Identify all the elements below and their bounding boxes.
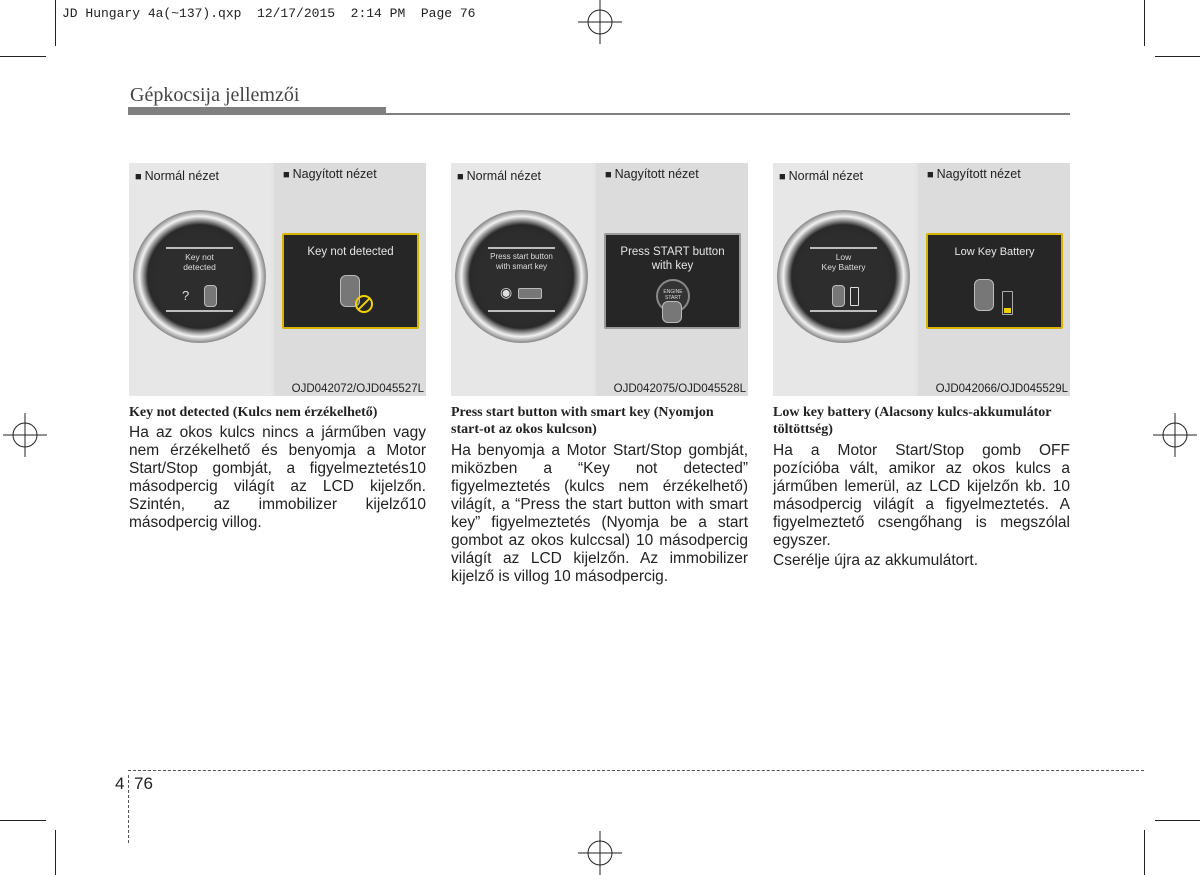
- normal-view: ■ Normál nézet Press start button with smart key ◉: [451, 163, 593, 396]
- enlarged-view-label: Nagyított nézet: [936, 167, 1021, 181]
- paragraph: Ha a Motor Start/Stop gomb OFF pozícióba vált, amikor az okos kulcs a járműben lemerül, az LCD kijelzőn kb. 10 másodpercig világít a figyelmeztetés. A figyelmeztető csengőhang is megszólal egyszer.: [773, 442, 1070, 549]
- lcd-display: [604, 233, 741, 329]
- normal-view: ■ Normál nézet Low Key Battery: [773, 163, 915, 396]
- registration-mark-left: [0, 405, 50, 465]
- figure-press-start-button: [451, 163, 748, 396]
- engine-start-label: ENGINE START: [663, 289, 683, 301]
- figure-code: OJD042075/OJD045528L: [613, 383, 746, 395]
- battery-level: [1004, 308, 1011, 313]
- registration-mark-top: [570, 0, 630, 50]
- normal-view-label: Normál nézet: [144, 169, 219, 183]
- paragraph: Ha az okos kulcs nincs a járműben vagy nem érzékelhető és benyomja a Motor Start/Stop gombját, a figyelmeztetés10 másodpercig világít az LCD kijelzőn. Szintén, az immobilizer kijelző10 másodpercig villog.: [129, 424, 426, 531]
- question-icon: ?: [182, 288, 190, 303]
- lcd-text: Press START button with key: [620, 246, 725, 272]
- enlarged-view: ■ Nagyított nézet Key not detected OJD042072/OJD045527L: [274, 163, 426, 396]
- enlarged-view-label: Nagyított nézet: [292, 167, 377, 181]
- page-number: 76: [134, 774, 153, 793]
- enlarged-view-label: Nagyított nézet: [614, 167, 699, 181]
- battery-icon: [1002, 291, 1013, 315]
- gauge-text: Press start button with smart key: [490, 252, 553, 271]
- lcd-text: Key not detected: [307, 246, 394, 258]
- figure-code: OJD042066/OJD045529L: [935, 383, 1068, 395]
- normal-view: ■ Normál nézet Key not detected ?: [129, 163, 271, 396]
- title-rule-thick: [128, 107, 386, 115]
- key-fob-icon: [204, 285, 217, 307]
- title-rule-thin: [386, 113, 1070, 115]
- normal-view-label: Normál nézet: [466, 169, 541, 183]
- lcd-text: Low Key Battery: [954, 246, 1035, 258]
- key-fob-icon: [832, 285, 845, 307]
- section-body: [773, 442, 1070, 570]
- registration-mark-bottom: [570, 825, 630, 875]
- gauge-text: Key not detected: [183, 252, 216, 272]
- paragraph: Cserélje újra az akkumulátort.: [773, 552, 979, 569]
- registration-mark-right: [1150, 405, 1200, 465]
- lcd-display: [282, 233, 419, 329]
- key-fob-icon: [518, 288, 542, 299]
- footer-divider: [128, 775, 129, 843]
- gauge-text: Low Key Battery: [821, 252, 866, 272]
- figure-code: OJD042072/OJD045527L: [291, 383, 424, 395]
- print-slug: JD Hungary 4a(~137).qxp 12/17/2015 2:14 PM Page 76: [62, 6, 476, 21]
- section-heading: Press start button with smart key (Nyomjon start-ot az okos kulcson): [451, 405, 714, 437]
- key-fob-icon: [662, 301, 682, 323]
- normal-view-label: Normál nézet: [788, 169, 863, 183]
- cluster-gauge: [455, 210, 588, 343]
- start-button-icon: ◉: [500, 284, 513, 300]
- chapter-number: 4: [115, 774, 125, 793]
- chapter-title: Gépkocsija jellemzői: [130, 84, 300, 106]
- section-heading: Key not detected (Kulcs nem érzékelhető): [129, 405, 378, 420]
- key-fob-icon: [974, 279, 994, 311]
- figure-key-not-detected: [129, 163, 426, 396]
- cluster-gauge: [133, 210, 266, 343]
- paragraph: Ha benyomja a Motor Start/Stop gombját, miközben a “Key not detected” figyelmeztetés (kulcs nem érzékelhető) világít, a “Press the start button with smart key” figyelmeztetés (Nyomja be a start gombot az okos kulccsal) 10 másodpercig világít az LCD kijelzőn. Az immobilizer kijelző is villog 10 másodpercig.: [451, 442, 748, 585]
- section-body: [451, 442, 748, 586]
- prohibited-icon: [355, 295, 373, 313]
- figure-low-key-battery: [773, 163, 1070, 396]
- enlarged-view: ■ Nagyított nézet Low Key Battery OJD042066/OJD045529L: [918, 163, 1070, 396]
- enlarged-view: ■ Nagyított nézet Press START button with key ENGINE START OJD042075/OJD045528L: [596, 163, 748, 396]
- section-heading: Low key battery (Alacsony kulcs-akkumulátor töltöttség): [773, 405, 1052, 437]
- cluster-gauge: [777, 210, 910, 343]
- section-body: [129, 424, 426, 532]
- battery-icon: [850, 287, 859, 306]
- lcd-display: [926, 233, 1063, 329]
- footer-rule: [128, 770, 1144, 771]
